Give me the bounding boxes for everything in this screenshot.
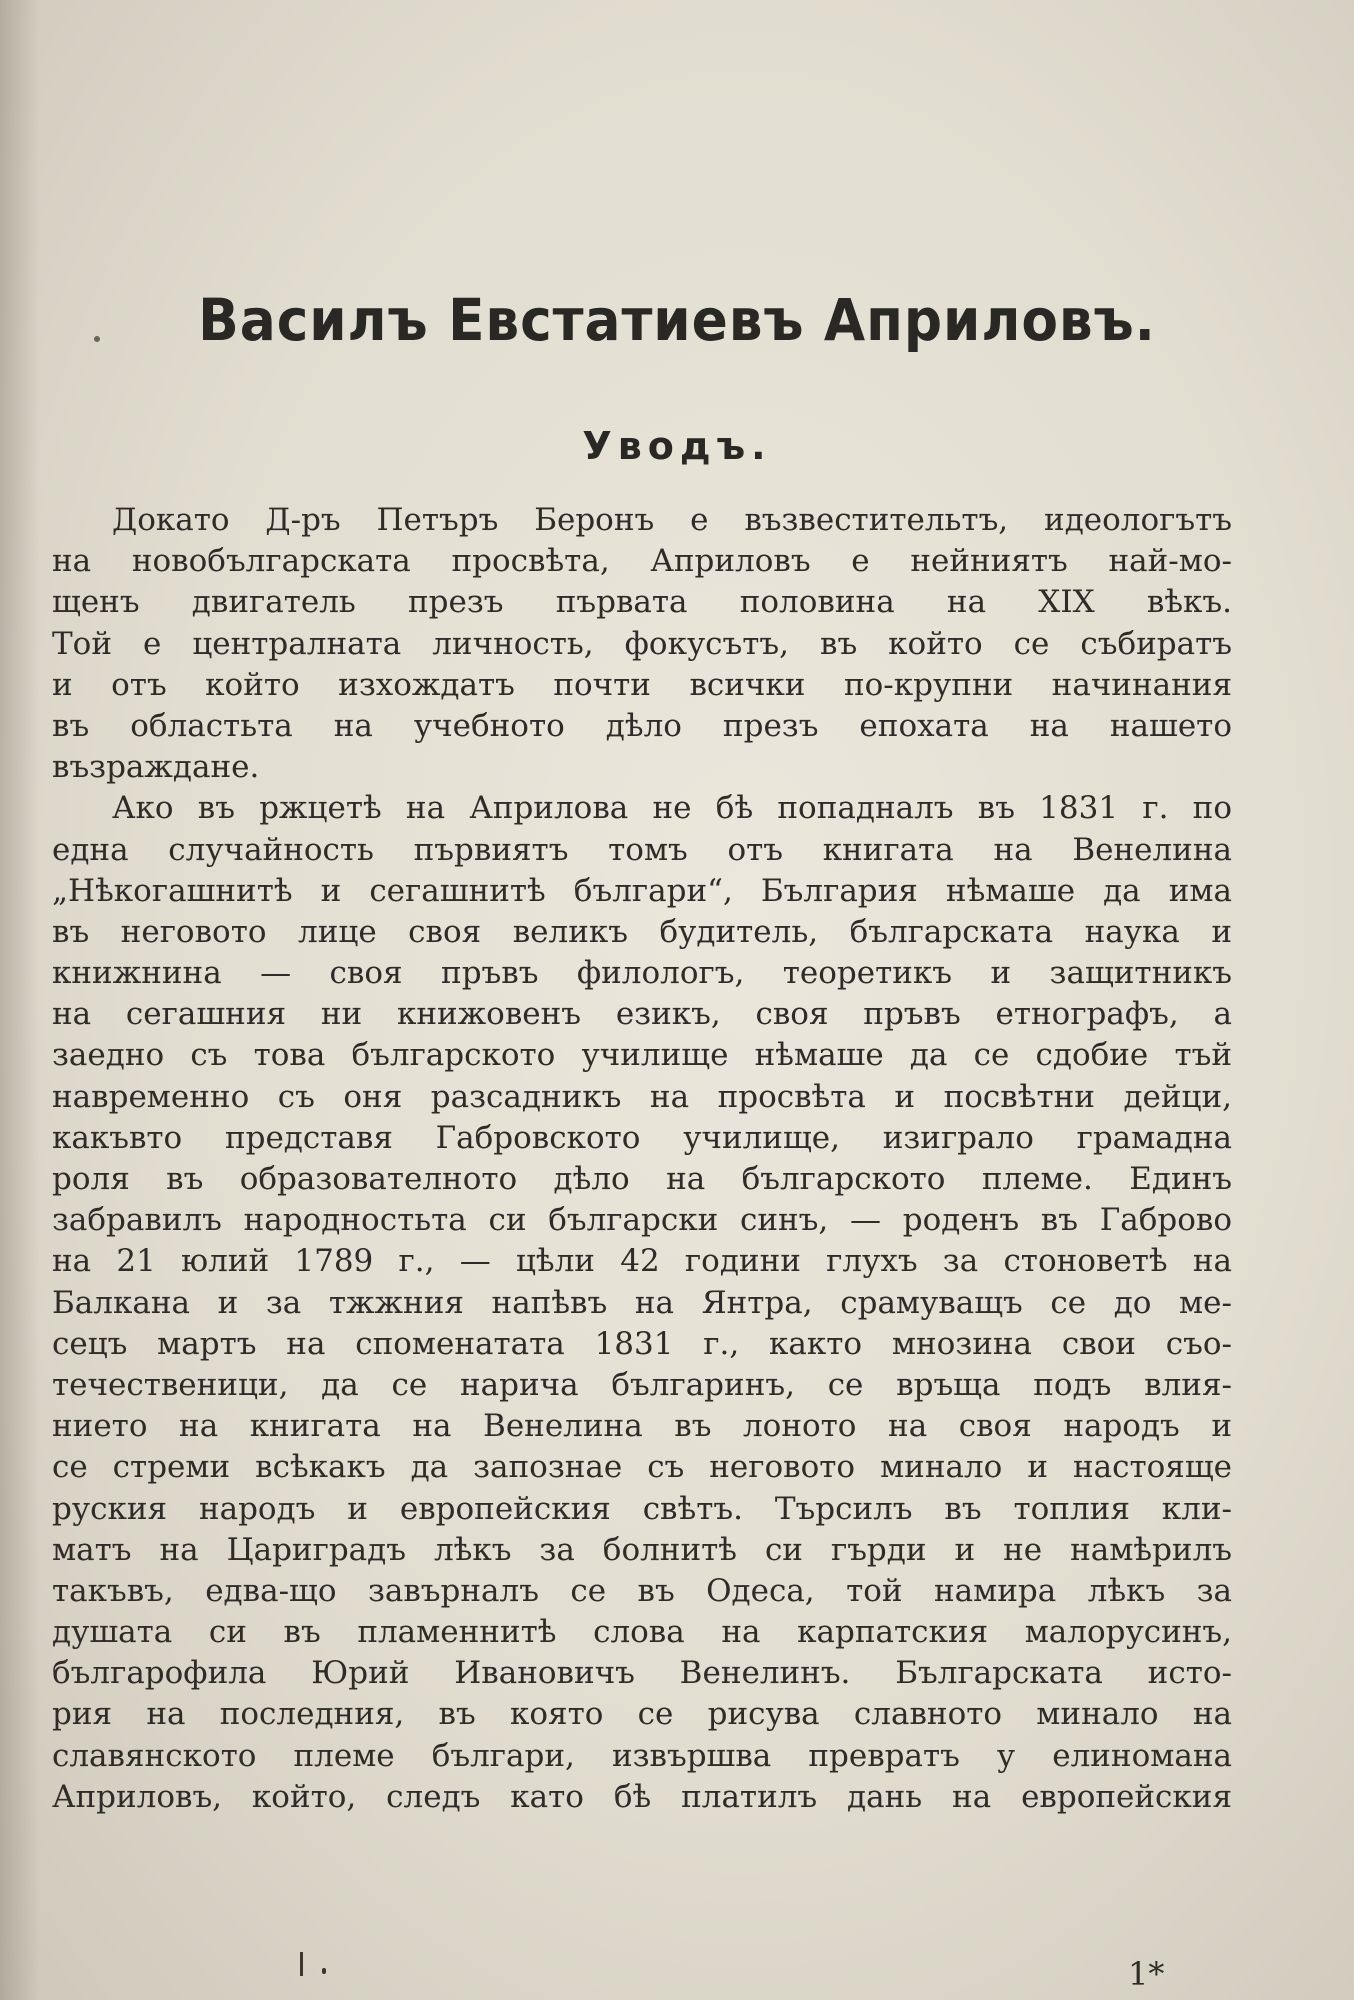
text-line: забравилъ народностьта си български синъ, — роденъ въ Габрово — [52, 1202, 1232, 1239]
text-line: руския народъ и европейския свѣтъ. Търсилъ въ топлия кли- — [52, 1490, 1232, 1527]
text-line: нието на книгата на Венелина въ лоното на своя народъ и — [52, 1408, 1232, 1445]
text-line: въ областьта на учебното дѣло презъ епохата на нашето — [52, 707, 1232, 744]
text-line: течественици, да се нарича българинъ, се връща подъ влия- — [52, 1366, 1232, 1403]
text-line: възраждане. — [52, 749, 260, 786]
text-line: въ неговото лице своя великъ будитель, българската наука и — [52, 913, 1232, 950]
text-line: и отъ който изхождатъ почти всички по-крупни начинания — [52, 666, 1232, 703]
text-line: щенъ двигатель презъ първата половина на XIX вѣкъ. — [52, 584, 1232, 621]
paragraph — [52, 788, 1232, 1818]
text-line: Ако въ ржцетѣ на Априлова не бѣ попадналъ въ 1831 г. по — [112, 790, 1232, 827]
page-signature: 1* — [1128, 1955, 1165, 1993]
text-line: Той е централната личность, фокусътъ, въ който се събиратъ — [52, 625, 1232, 662]
text-line: една случайность първиятъ томъ отъ книгата на Венелина — [52, 831, 1232, 868]
text-line: Балкана и за тжжния напѣвъ на Янтра, срамуващъ се до ме- — [52, 1284, 1232, 1321]
text-line: матъ на Цариградъ лѣкъ за болнитѣ си гърди и не намѣрилъ — [52, 1531, 1232, 1568]
print-mark — [300, 1952, 303, 1976]
text-line: Априловъ, който, следъ като бѣ платилъ дань на европейския — [52, 1778, 1232, 1815]
text-line: сецъ мартъ на споменатата 1831 г., както мнозина свои съо- — [52, 1325, 1232, 1362]
text-line: какъвто представя Габровското училище, изиграло грамадна — [52, 1119, 1232, 1156]
text-line: такъвъ, едва-що завърналъ се въ Одеса, той намира лѣкъ за — [52, 1572, 1232, 1609]
print-mark-dot — [322, 1968, 326, 1974]
text-line: Докато Д-ръ Петъръ Беронъ е възвестительтъ, идеологътъ — [112, 502, 1232, 538]
text-line: славянското племе българи, извършва превратъ у елиномана — [52, 1737, 1232, 1774]
text-line: рия на последния, въ която се рисува славното минало на — [52, 1696, 1232, 1733]
text-line: книжнина — своя пръвъ филологъ, теоретикъ и защитникъ — [52, 955, 1232, 992]
text-line: душата си въ пламеннитѣ слова на карпатския малорусинъ, — [52, 1614, 1232, 1651]
section-heading: Уводъ. — [582, 424, 772, 468]
text-line: заедно съ това българското училище нѣмаше да се сдобие тъй — [52, 1037, 1232, 1074]
text-line: българофила Юрий Ивановичъ Венелинъ. Българската исто- — [52, 1655, 1232, 1692]
text-line: роля въ образователното дѣло на българското племе. Единъ — [52, 1161, 1232, 1197]
text-line: навременно съ оня разсадникъ на просвѣта и посвѣтни дейци, — [52, 1078, 1232, 1115]
document-title: Василъ Евстатиевъ Априловъ. — [198, 286, 1156, 354]
text-line: на сегашния ни книжовенъ езикъ, своя пръвъ етнографъ, а — [52, 996, 1232, 1033]
text-line: на 21 юлий 1789 г., — цѣли 42 години глухъ за стоноветѣ на — [52, 1243, 1232, 1280]
body-text — [52, 500, 1232, 1818]
text-line: се стреми всѣкакъ да запознае съ неговото минало и настояще — [52, 1449, 1232, 1486]
text-line: на новобългарската просвѣта, Априловъ е нейниятъ най-мо- — [52, 543, 1232, 580]
text-line: „Нѣкогашнитѣ и сегашнитѣ българи“, България нѣмаше да има — [52, 872, 1232, 909]
binding-shadow — [0, 0, 40, 2000]
paragraph — [52, 500, 1232, 788]
